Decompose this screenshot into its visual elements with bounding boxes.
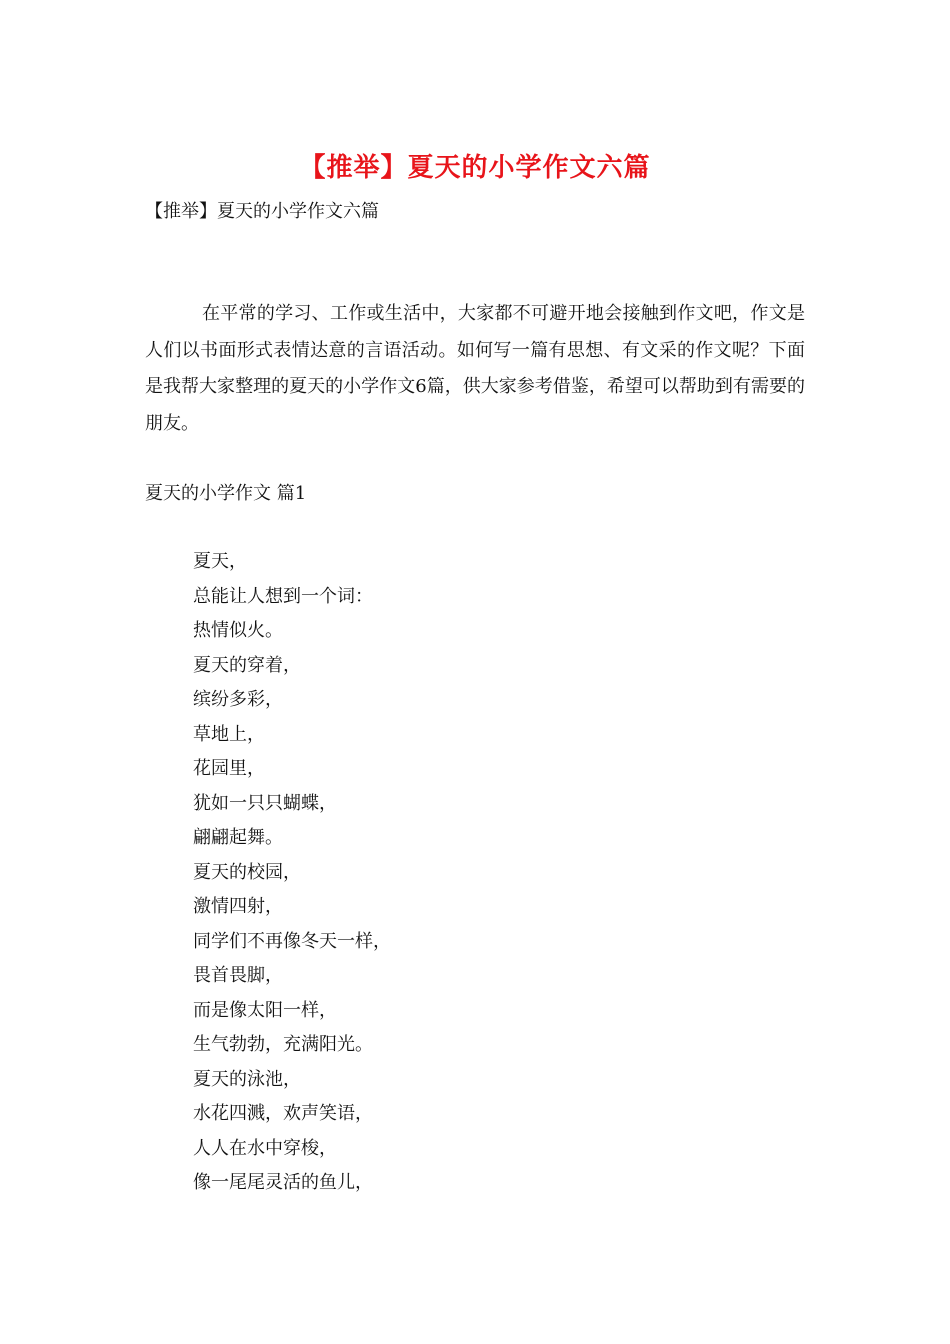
document-title: 【推举】夏天的小学作文六篇 — [299, 153, 651, 183]
poem-line: 水花四溅，欢声笑语， — [193, 1103, 373, 1124]
poem-line: 夏天， — [193, 551, 247, 572]
poem-line: 人人在水中穿梭， — [193, 1137, 337, 1159]
poem-line: 热情似火。 — [193, 620, 283, 641]
poem-line: 缤纷多彩， — [193, 689, 283, 710]
poem-line: 而是像太阳一样， — [193, 999, 337, 1021]
section-heading: 夏天的小学作文 篇1 — [145, 483, 307, 504]
poem-lines — [193, 548, 391, 1204]
poem-line: 激情四射， — [193, 896, 283, 917]
poem-line: 畏首畏脚， — [193, 965, 283, 986]
poem-line: 像一尾尾灵活的鱼儿， — [193, 1172, 373, 1193]
poem-line: 犹如一只只蝴蝶， — [193, 792, 337, 814]
poem-line: 草地上， — [193, 723, 265, 745]
poem-line: 夏天的泳池， — [193, 1068, 301, 1090]
poem-line: 夏天的穿着， — [193, 654, 301, 676]
poem-line: 总能让人想到一个词： — [193, 585, 373, 607]
poem-line: 花园里， — [193, 758, 265, 779]
intro-paragraph: 在平常的学习、工作或生活中，大家都不可避开地会接触到作文吧，作文是人们以书面形式表情达意的言语活动。如何写一篇有思想、有文采的作文呢？下面是我帮大家整理的夏天的小学作文6篇，供大家参考借鉴，希望可以帮助到有需要的朋友。 — [145, 303, 805, 434]
poem-line: 生气勃勃，充满阳光。 — [193, 1034, 373, 1055]
poem-line: 夏天的校园， — [193, 861, 301, 883]
poem-line: 同学们不再像冬天一样， — [193, 930, 391, 952]
document-subtitle: 【推举】夏天的小学作文六篇 — [145, 201, 379, 222]
poem-line: 翩翩起舞。 — [193, 827, 283, 848]
